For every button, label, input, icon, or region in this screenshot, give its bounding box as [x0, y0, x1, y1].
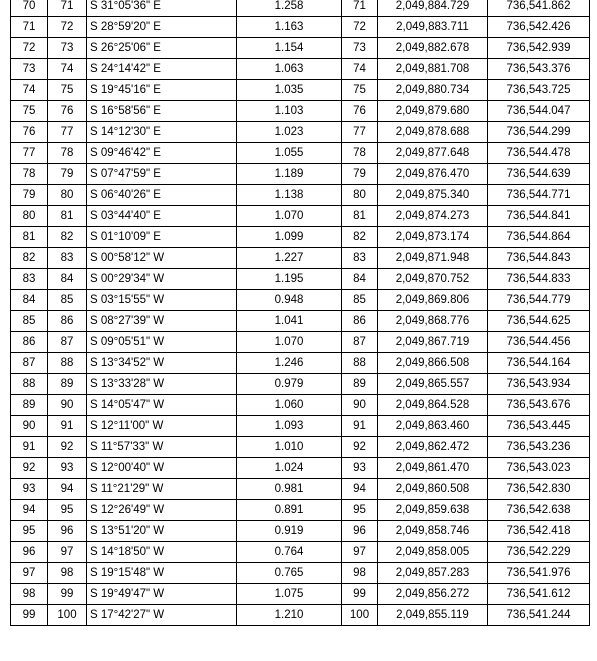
- station-from-cell: 87: [11, 353, 48, 374]
- bearing-cell: S 17°42'27" W: [87, 605, 237, 626]
- easting-cell: 736,544.164: [488, 353, 590, 374]
- bearing-cell: S 19°49'47" W: [87, 584, 237, 605]
- northing-cell: 2,049,863.460: [378, 416, 488, 437]
- station-from-cell: 91: [11, 437, 48, 458]
- table-row: [11, 416, 590, 437]
- bearing-cell: S 14°05'47" W: [87, 395, 237, 416]
- bearing-cell: S 08°27'39" W: [87, 311, 237, 332]
- station-from-cell: 83: [11, 269, 48, 290]
- distance-cell: 1.075: [237, 584, 342, 605]
- station-to-cell: 78: [48, 143, 87, 164]
- bearing-cell: S 00°29'34" W: [87, 269, 237, 290]
- point-cell: 89: [342, 374, 378, 395]
- distance-cell: 0.979: [237, 374, 342, 395]
- easting-cell: 736,543.376: [488, 59, 590, 80]
- table-row: [11, 80, 590, 101]
- northing-cell: 2,049,866.508: [378, 353, 488, 374]
- point-cell: 85: [342, 290, 378, 311]
- distance-cell: 1.210: [237, 605, 342, 626]
- point-cell: 83: [342, 248, 378, 269]
- distance-cell: 1.070: [237, 206, 342, 227]
- bearing-cell: S 03°44'40" E: [87, 206, 237, 227]
- distance-cell: 0.981: [237, 479, 342, 500]
- northing-cell: 2,049,884.729: [378, 0, 488, 17]
- station-to-cell: 89: [48, 374, 87, 395]
- easting-cell: 736,543.445: [488, 416, 590, 437]
- northing-cell: 2,049,871.948: [378, 248, 488, 269]
- station-to-cell: 86: [48, 311, 87, 332]
- northing-cell: 2,049,878.688: [378, 122, 488, 143]
- northing-cell: 2,049,876.470: [378, 164, 488, 185]
- easting-cell: 736,542.229: [488, 542, 590, 563]
- northing-cell: 2,049,882.678: [378, 38, 488, 59]
- station-to-cell: 71: [48, 0, 87, 17]
- table-row: [11, 542, 590, 563]
- easting-cell: 736,544.478: [488, 143, 590, 164]
- table-row: [11, 332, 590, 353]
- bearing-cell: S 14°18'50" W: [87, 542, 237, 563]
- easting-cell: 736,544.864: [488, 227, 590, 248]
- distance-cell: 1.138: [237, 185, 342, 206]
- bearing-cell: S 11°21'29" W: [87, 479, 237, 500]
- table-row: [11, 479, 590, 500]
- station-from-cell: 84: [11, 290, 48, 311]
- point-cell: 75: [342, 80, 378, 101]
- easting-cell: 736,542.939: [488, 38, 590, 59]
- table-row: [11, 521, 590, 542]
- bearing-cell: S 00°58'12" W: [87, 248, 237, 269]
- station-from-cell: 96: [11, 542, 48, 563]
- northing-cell: 2,049,880.734: [378, 80, 488, 101]
- northing-cell: 2,049,856.272: [378, 584, 488, 605]
- distance-cell: 1.060: [237, 395, 342, 416]
- table-row: [11, 248, 590, 269]
- table-row: [11, 374, 590, 395]
- easting-cell: 736,544.843: [488, 248, 590, 269]
- northing-cell: 2,049,860.508: [378, 479, 488, 500]
- northing-cell: 2,049,877.648: [378, 143, 488, 164]
- northing-cell: 2,049,875.340: [378, 185, 488, 206]
- distance-cell: 1.258: [237, 0, 342, 17]
- table-row: [11, 17, 590, 38]
- easting-cell: 736,544.779: [488, 290, 590, 311]
- distance-cell: 1.163: [237, 17, 342, 38]
- station-to-cell: 96: [48, 521, 87, 542]
- table-row: [11, 101, 590, 122]
- table-row: [11, 290, 590, 311]
- easting-cell: 736,542.638: [488, 500, 590, 521]
- easting-cell: 736,541.862: [488, 0, 590, 17]
- distance-cell: 1.246: [237, 353, 342, 374]
- bearing-cell: S 09°05'51" W: [87, 332, 237, 353]
- point-cell: 76: [342, 101, 378, 122]
- easting-cell: 736,541.612: [488, 584, 590, 605]
- table-row: [11, 59, 590, 80]
- table-row: [11, 584, 590, 605]
- distance-cell: 1.189: [237, 164, 342, 185]
- easting-cell: 736,544.639: [488, 164, 590, 185]
- station-from-cell: 85: [11, 311, 48, 332]
- easting-cell: 736,544.047: [488, 101, 590, 122]
- northing-cell: 2,049,861.470: [378, 458, 488, 479]
- station-to-cell: 85: [48, 290, 87, 311]
- easting-cell: 736,544.625: [488, 311, 590, 332]
- station-from-cell: 72: [11, 38, 48, 59]
- table-row: [11, 437, 590, 458]
- northing-cell: 2,049,879.680: [378, 101, 488, 122]
- bearing-cell: S 09°46'42" E: [87, 143, 237, 164]
- easting-cell: 736,542.830: [488, 479, 590, 500]
- easting-cell: 736,544.771: [488, 185, 590, 206]
- distance-cell: 1.010: [237, 437, 342, 458]
- station-from-cell: 76: [11, 122, 48, 143]
- distance-cell: 0.891: [237, 500, 342, 521]
- station-to-cell: 99: [48, 584, 87, 605]
- easting-cell: 736,542.426: [488, 17, 590, 38]
- station-from-cell: 79: [11, 185, 48, 206]
- distance-cell: 1.195: [237, 269, 342, 290]
- table-row: [11, 605, 590, 626]
- station-to-cell: 95: [48, 500, 87, 521]
- northing-cell: 2,049,855.119: [378, 605, 488, 626]
- distance-cell: 1.023: [237, 122, 342, 143]
- easting-cell: 736,544.299: [488, 122, 590, 143]
- station-to-cell: 98: [48, 563, 87, 584]
- easting-cell: 736,544.841: [488, 206, 590, 227]
- bearing-cell: S 16°58'56" E: [87, 101, 237, 122]
- survey-table-container: [10, 0, 589, 626]
- point-cell: 97: [342, 542, 378, 563]
- easting-cell: 736,543.934: [488, 374, 590, 395]
- bearing-cell: S 14°12'30" E: [87, 122, 237, 143]
- easting-cell: 736,543.676: [488, 395, 590, 416]
- distance-cell: 0.764: [237, 542, 342, 563]
- distance-cell: 1.154: [237, 38, 342, 59]
- bearing-cell: S 12°26'49" W: [87, 500, 237, 521]
- station-to-cell: 80: [48, 185, 87, 206]
- station-from-cell: 71: [11, 17, 48, 38]
- station-to-cell: 88: [48, 353, 87, 374]
- table-row: [11, 269, 590, 290]
- distance-cell: 1.099: [237, 227, 342, 248]
- station-to-cell: 79: [48, 164, 87, 185]
- station-from-cell: 90: [11, 416, 48, 437]
- station-to-cell: 72: [48, 17, 87, 38]
- easting-cell: 736,544.456: [488, 332, 590, 353]
- distance-cell: 1.103: [237, 101, 342, 122]
- point-cell: 78: [342, 143, 378, 164]
- table-row: [11, 500, 590, 521]
- point-cell: 93: [342, 458, 378, 479]
- point-cell: 91: [342, 416, 378, 437]
- northing-cell: 2,049,864.528: [378, 395, 488, 416]
- station-to-cell: 83: [48, 248, 87, 269]
- easting-cell: 736,543.725: [488, 80, 590, 101]
- station-to-cell: 90: [48, 395, 87, 416]
- point-cell: 77: [342, 122, 378, 143]
- bearing-cell: S 19°15'48" W: [87, 563, 237, 584]
- northing-cell: 2,049,862.472: [378, 437, 488, 458]
- point-cell: 98: [342, 563, 378, 584]
- distance-cell: 1.063: [237, 59, 342, 80]
- bearing-cell: S 01°10'09" E: [87, 227, 237, 248]
- station-to-cell: 100: [48, 605, 87, 626]
- point-cell: 92: [342, 437, 378, 458]
- point-cell: 71: [342, 0, 378, 17]
- easting-cell: 736,543.023: [488, 458, 590, 479]
- distance-cell: 1.227: [237, 248, 342, 269]
- table-row: [11, 311, 590, 332]
- point-cell: 84: [342, 269, 378, 290]
- station-to-cell: 84: [48, 269, 87, 290]
- station-to-cell: 91: [48, 416, 87, 437]
- northing-cell: 2,049,858.746: [378, 521, 488, 542]
- table-row: [11, 38, 590, 59]
- distance-cell: 1.024: [237, 458, 342, 479]
- northing-cell: 2,049,857.283: [378, 563, 488, 584]
- northing-cell: 2,049,869.806: [378, 290, 488, 311]
- point-cell: 87: [342, 332, 378, 353]
- northing-cell: 2,049,867.719: [378, 332, 488, 353]
- station-from-cell: 98: [11, 584, 48, 605]
- point-cell: 100: [342, 605, 378, 626]
- easting-cell: 736,543.236: [488, 437, 590, 458]
- table-row: [11, 206, 590, 227]
- point-cell: 72: [342, 17, 378, 38]
- table-row: [11, 458, 590, 479]
- bearing-cell: S 03°15'55" W: [87, 290, 237, 311]
- point-cell: 80: [342, 185, 378, 206]
- station-to-cell: 75: [48, 80, 87, 101]
- survey-coordinate-table: [10, 0, 590, 626]
- station-to-cell: 74: [48, 59, 87, 80]
- station-from-cell: 86: [11, 332, 48, 353]
- station-from-cell: 94: [11, 500, 48, 521]
- northing-cell: 2,049,883.711: [378, 17, 488, 38]
- station-from-cell: 89: [11, 395, 48, 416]
- bearing-cell: S 07°47'59" E: [87, 164, 237, 185]
- bearing-cell: S 11°57'33" W: [87, 437, 237, 458]
- table-row: [11, 563, 590, 584]
- point-cell: 82: [342, 227, 378, 248]
- bearing-cell: S 28°59'20" E: [87, 17, 237, 38]
- distance-cell: 0.919: [237, 521, 342, 542]
- station-to-cell: 82: [48, 227, 87, 248]
- station-from-cell: 75: [11, 101, 48, 122]
- distance-cell: 1.070: [237, 332, 342, 353]
- station-to-cell: 77: [48, 122, 87, 143]
- station-from-cell: 70: [11, 0, 48, 17]
- station-to-cell: 93: [48, 458, 87, 479]
- station-from-cell: 74: [11, 80, 48, 101]
- point-cell: 79: [342, 164, 378, 185]
- easting-cell: 736,541.244: [488, 605, 590, 626]
- station-from-cell: 78: [11, 164, 48, 185]
- point-cell: 96: [342, 521, 378, 542]
- distance-cell: 1.093: [237, 416, 342, 437]
- distance-cell: 1.055: [237, 143, 342, 164]
- station-from-cell: 77: [11, 143, 48, 164]
- point-cell: 95: [342, 500, 378, 521]
- station-to-cell: 87: [48, 332, 87, 353]
- station-to-cell: 97: [48, 542, 87, 563]
- bearing-cell: S 12°11'00" W: [87, 416, 237, 437]
- station-from-cell: 92: [11, 458, 48, 479]
- station-to-cell: 81: [48, 206, 87, 227]
- station-from-cell: 81: [11, 227, 48, 248]
- station-to-cell: 76: [48, 101, 87, 122]
- northing-cell: 2,049,874.273: [378, 206, 488, 227]
- station-from-cell: 99: [11, 605, 48, 626]
- northing-cell: 2,049,870.752: [378, 269, 488, 290]
- table-row: [11, 122, 590, 143]
- table-row: [11, 143, 590, 164]
- table-row: [11, 227, 590, 248]
- point-cell: 81: [342, 206, 378, 227]
- bearing-cell: S 24°14'42" E: [87, 59, 237, 80]
- point-cell: 90: [342, 395, 378, 416]
- easting-cell: 736,544.833: [488, 269, 590, 290]
- table-body: [11, 0, 590, 626]
- station-to-cell: 92: [48, 437, 87, 458]
- northing-cell: 2,049,865.557: [378, 374, 488, 395]
- point-cell: 99: [342, 584, 378, 605]
- point-cell: 73: [342, 38, 378, 59]
- northing-cell: 2,049,858.005: [378, 542, 488, 563]
- distance-cell: 1.041: [237, 311, 342, 332]
- station-to-cell: 73: [48, 38, 87, 59]
- easting-cell: 736,541.976: [488, 563, 590, 584]
- station-from-cell: 93: [11, 479, 48, 500]
- station-from-cell: 88: [11, 374, 48, 395]
- table-row: [11, 0, 590, 17]
- bearing-cell: S 06°40'26" E: [87, 185, 237, 206]
- bearing-cell: S 19°45'16" E: [87, 80, 237, 101]
- point-cell: 94: [342, 479, 378, 500]
- distance-cell: 0.765: [237, 563, 342, 584]
- bearing-cell: S 26°25'06" E: [87, 38, 237, 59]
- table-row: [11, 395, 590, 416]
- bearing-cell: S 13°51'20" W: [87, 521, 237, 542]
- point-cell: 74: [342, 59, 378, 80]
- bearing-cell: S 12°00'40" W: [87, 458, 237, 479]
- distance-cell: 0.948: [237, 290, 342, 311]
- point-cell: 86: [342, 311, 378, 332]
- station-from-cell: 95: [11, 521, 48, 542]
- easting-cell: 736,542.418: [488, 521, 590, 542]
- northing-cell: 2,049,873.174: [378, 227, 488, 248]
- table-row: [11, 353, 590, 374]
- bearing-cell: S 31°05'36" E: [87, 0, 237, 17]
- station-from-cell: 73: [11, 59, 48, 80]
- station-from-cell: 82: [11, 248, 48, 269]
- northing-cell: 2,049,859.638: [378, 500, 488, 521]
- table-row: [11, 185, 590, 206]
- table-row: [11, 164, 590, 185]
- point-cell: 88: [342, 353, 378, 374]
- bearing-cell: S 13°34'52" W: [87, 353, 237, 374]
- station-to-cell: 94: [48, 479, 87, 500]
- northing-cell: 2,049,868.776: [378, 311, 488, 332]
- bearing-cell: S 13°33'28" W: [87, 374, 237, 395]
- northing-cell: 2,049,881.708: [378, 59, 488, 80]
- station-from-cell: 97: [11, 563, 48, 584]
- distance-cell: 1.035: [237, 80, 342, 101]
- station-from-cell: 80: [11, 206, 48, 227]
